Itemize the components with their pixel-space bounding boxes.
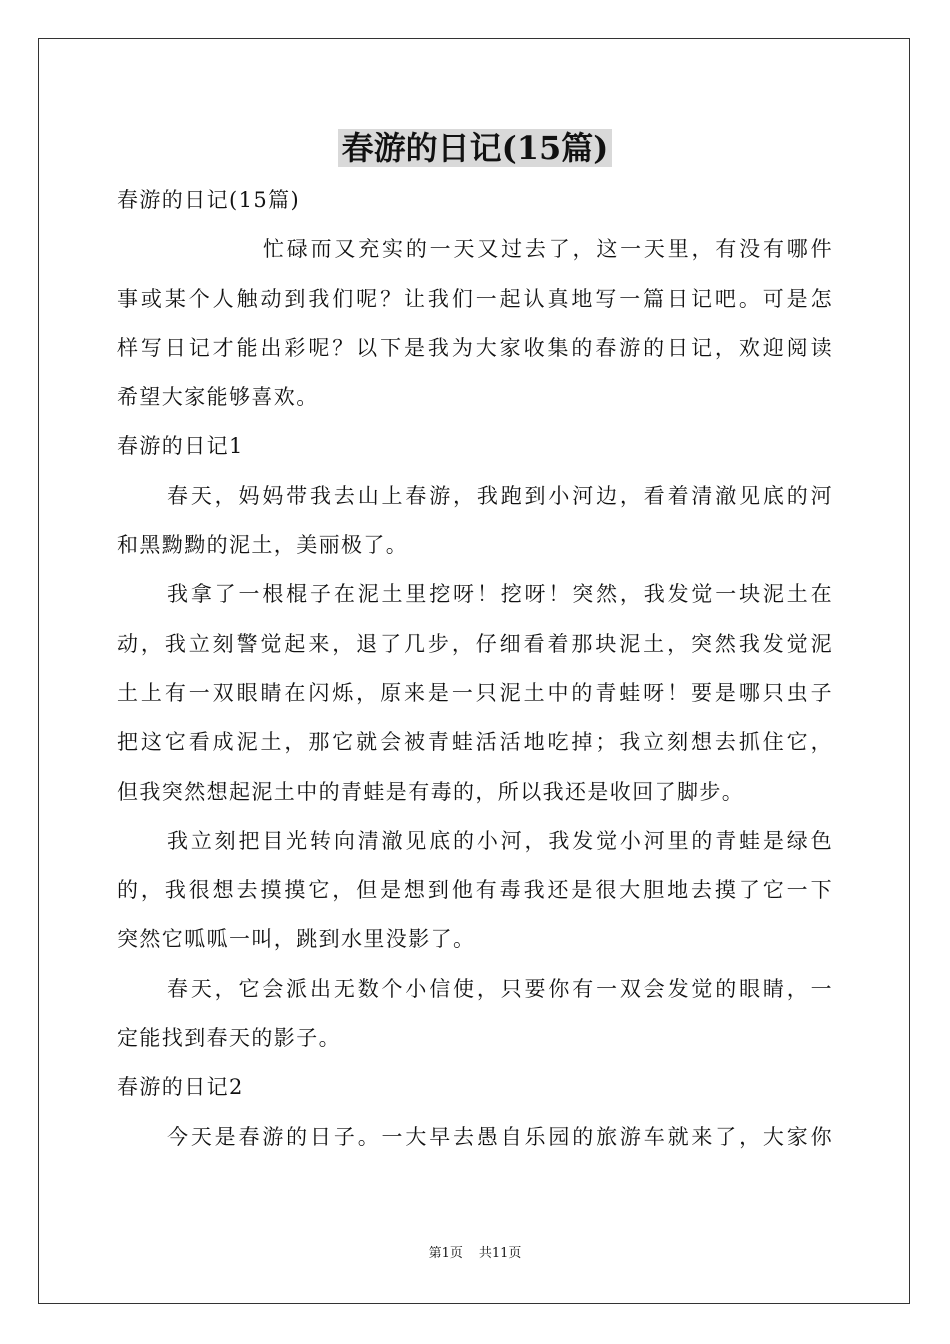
body-line: 的，我很想去摸摸它，但是想到他有毒我还是很大胆地去摸了它一下 — [117, 878, 833, 903]
intro-line: 事或某个人触动到我们呢？让我们一起认真地写一篇日记吧。可是怎 — [117, 286, 833, 311]
body-line: 定能找到春天的影子。 — [117, 1026, 341, 1051]
intro-line: 忙碌而又充实的一天又过去了，这一天里，有没有哪件 — [263, 237, 833, 262]
body-line: 和黑黝黝的泥土，美丽极了。 — [117, 533, 409, 558]
body-line: 土上有一双眼睛在闪烁，原来是一只泥土中的青蛙呀！要是哪只虫子 — [117, 680, 833, 705]
body-line: 我立刻把目光转向清澈见底的小河，我发觉小河里的青蛙是绿色 — [167, 828, 833, 853]
body-line: 但我突然想起泥土中的青蛙是有毒的，所以我还是收回了脚步。 — [117, 779, 745, 804]
body-line: 我拿了一根棍子在泥土里挖呀！挖呀！突然，我发觉一块泥土在 — [167, 582, 833, 607]
section-heading: 春游的日记1 — [117, 434, 244, 459]
document-title-text: 春游的日记(15篇) — [338, 129, 613, 167]
intro-line: 样写日记才能出彩呢？以下是我为大家收集的春游的日记，欢迎阅读 — [117, 335, 833, 360]
document-body — [117, 176, 833, 1162]
page-footer — [0, 1244, 950, 1264]
page-number: 第1页 — [428, 1246, 463, 1261]
body-line: 今天是春游的日子。一大早去愚自乐园的旅游车就来了，大家你 — [167, 1124, 833, 1149]
subtitle-line: 春游的日记(15篇) — [117, 188, 301, 212]
body-line: 春天，妈妈带我去山上春游，我跑到小河边，看着清澈见底的河 — [167, 483, 833, 508]
intro-line: 希望大家能够喜欢。 — [117, 385, 319, 410]
document-title — [0, 122, 950, 174]
page-total: 共11页 — [478, 1246, 522, 1261]
body-line: 春天，它会派出无数个小信使，只要你有一双会发觉的眼睛，一 — [167, 976, 833, 1001]
section-heading: 春游的日记2 — [117, 1075, 244, 1100]
body-line: 把这它看成泥土，那它就会被青蛙活活地吃掉；我立刻想去抓住它， — [117, 730, 833, 755]
body-line: 动，我立刻警觉起来，退了几步，仔细看着那块泥土，突然我发觉泥 — [117, 631, 833, 656]
body-line: 突然它呱呱一叫，跳到水里没影了。 — [117, 927, 476, 952]
